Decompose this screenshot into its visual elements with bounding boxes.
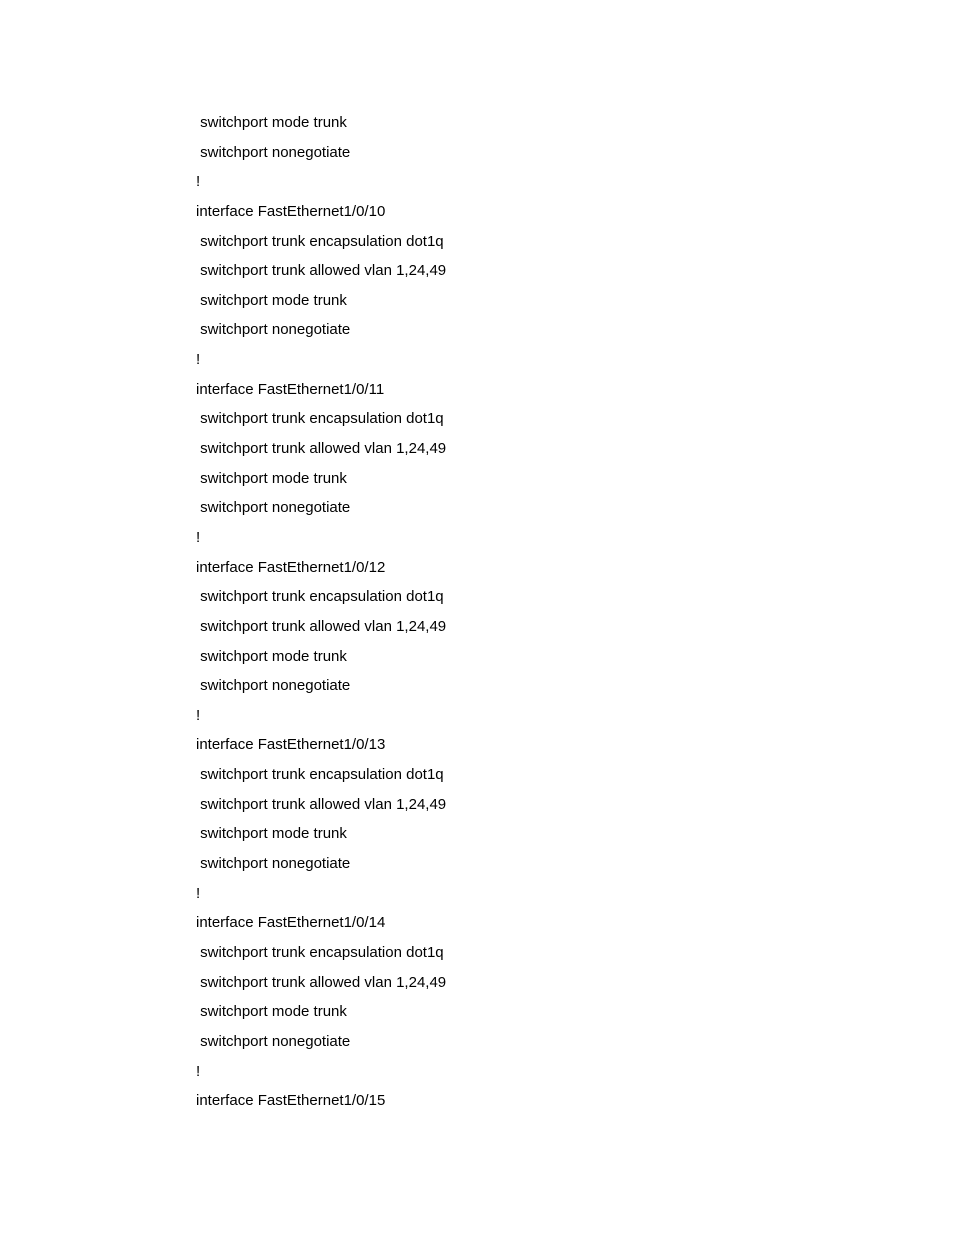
config-line: switchport trunk allowed vlan 1,24,49	[196, 795, 447, 813]
config-separator: !	[196, 173, 201, 191]
config-line: switchport mode trunk	[196, 825, 347, 843]
config-line: switchport trunk allowed vlan 1,24,49	[196, 262, 447, 280]
interface-header: interface FastEthernet1/0/15	[196, 1092, 386, 1110]
config-line: switchport nonegotiate	[196, 677, 351, 695]
config-listing	[196, 113, 446, 1121]
config-separator: !	[196, 351, 201, 369]
config-line: switchport trunk allowed vlan 1,24,49	[196, 973, 447, 991]
config-separator: !	[196, 884, 201, 902]
config-line: switchport mode trunk	[196, 1003, 347, 1021]
config-separator: !	[196, 706, 201, 724]
config-line: switchport nonegotiate	[196, 321, 351, 339]
config-line: switchport nonegotiate	[196, 499, 351, 517]
config-line: switchport trunk encapsulation dot1q	[196, 588, 444, 606]
config-separator: !	[196, 528, 201, 546]
config-line: switchport mode trunk	[196, 114, 347, 131]
config-line: switchport trunk encapsulation dot1q	[196, 943, 444, 961]
config-line: switchport trunk encapsulation dot1q	[196, 232, 444, 250]
config-line: switchport nonegotiate	[196, 855, 351, 873]
config-separator: !	[196, 1062, 201, 1080]
config-line: switchport trunk encapsulation dot1q	[196, 410, 444, 428]
config-line: switchport trunk encapsulation dot1q	[196, 766, 444, 784]
config-line: switchport trunk allowed vlan 1,24,49	[196, 440, 447, 458]
config-line: switchport nonegotiate	[196, 1032, 351, 1050]
interface-header: interface FastEthernet1/0/10	[196, 202, 386, 220]
config-line: switchport trunk allowed vlan 1,24,49	[196, 617, 447, 635]
config-line: switchport mode trunk	[196, 469, 347, 487]
config-line: switchport mode trunk	[196, 291, 347, 309]
interface-header: interface FastEthernet1/0/13	[196, 736, 386, 754]
interface-header: interface FastEthernet1/0/14	[196, 914, 386, 932]
config-line: switchport mode trunk	[196, 647, 347, 665]
interface-header: interface FastEthernet1/0/11	[196, 380, 385, 398]
interface-header: interface FastEthernet1/0/12	[196, 558, 386, 576]
config-line: switchport nonegotiate	[196, 143, 351, 161]
